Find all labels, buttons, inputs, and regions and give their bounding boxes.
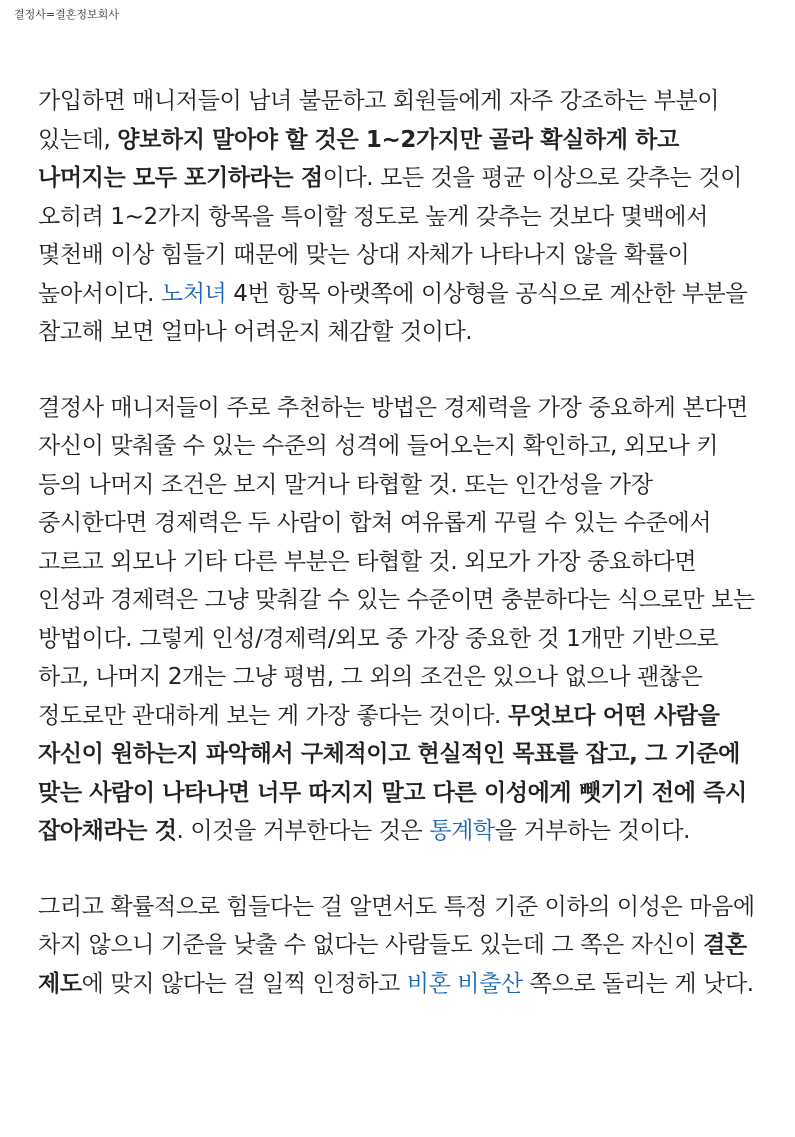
article-body [38,82,768,1003]
paragraph-2 [38,389,768,851]
emphasis-text: 무엇보다 어떤 사람을 자신이 원하는지 파악해서 구체적이고 현실적인 목표를 잡고, 그 기준에 맞는 사람이 나타나면 너무 따지지 말고 다른 이성에게 뺏기기 전에 즉시 잡아채라는 것 [38,702,747,844]
emphasis-text: 결혼 제도 [38,932,747,997]
text-segment: 그리고 확률적으로 힘들다는 걸 알면서도 특정 기준 이하의 이성은 마음에 차지 않으니 기준을 낮출 수 없다는 사람들도 있는데 그 쪽은 자신이 [38,893,755,958]
text-segment: 이다. 모든 것을 평균 이상으로 갖추는 것이 오히려 1~2가지 항목을 특이할 정도로 높게 갖추는 것보다 몇백에서 몇천배 이상 힘들기 때문에 맞는 상대 자체가 나타나지 않을 확률이 높아서이다. [38,165,742,307]
text-segment: 에 맞지 않다는 걸 일찍 인정하고 [81,970,407,997]
emphasis-text: 양보하지 말아야 할 것은 1~2가지만 골라 확실하게 하고 나머지는 모두 포기하라는 점 [38,126,679,191]
image-caption: 결정사=결혼정보회사 [14,8,119,21]
paragraph-1 [38,82,768,352]
text-segment: 4번 항목 아랫쪽에 이상형을 공식으로 계산한 부분을 참고해 보면 얼마나 어려운지 체감할 것이다. [38,280,748,345]
text-segment: 쪽으로 돌리는 게 낫다. [522,970,754,997]
text-segment: 을 거부하는 것이다. [494,818,691,844]
text-segment: 결정사 매니저들이 주로 추천하는 방법은 경제력을 가장 중요하게 본다면 자신이 맞춰줄 수 있는 수준의 성격에 들어오는지 확인하고, 외모나 키 등의 나머지 조건은 보지 말거나 타협할 것. 또는 인간성을 가장 중시한다면 경제력은 두 사람이 합쳐 여유롭게 꾸릴 수 있는 수준에서 고르고 외모나 기타 다른 부분은 타협할 것. 외모가 가장 중요하다면 인성과 경제력은 그냥 맞춰갈 수 있는 수준이면 충분하다는 식으로만 보는 방법이다. 그렇게 인성/경제력/외모 중 가장 중요한 것 1개만 기반으로 하고, 나머지 2개는 그냥 평범, 그 외의 조건은 있으나 없으나 괜찮은 정도로만 관대하게 보는 게 가장 좋다는 것이다. [38,394,755,729]
paragraph-3 [38,888,768,1004]
text-segment: 가입하면 매니저들이 남녀 불문하고 회원들에게 자주 강조하는 부분이 있는데, [38,88,720,153]
link-nonmarriage[interactable]: 비혼 비출산 [406,970,523,997]
link-nocheonyeo[interactable]: 노처녀 [160,280,227,307]
text-segment: . 이것을 거부한다는 것은 [176,818,430,844]
link-statistics[interactable]: 통계학 [429,818,495,844]
